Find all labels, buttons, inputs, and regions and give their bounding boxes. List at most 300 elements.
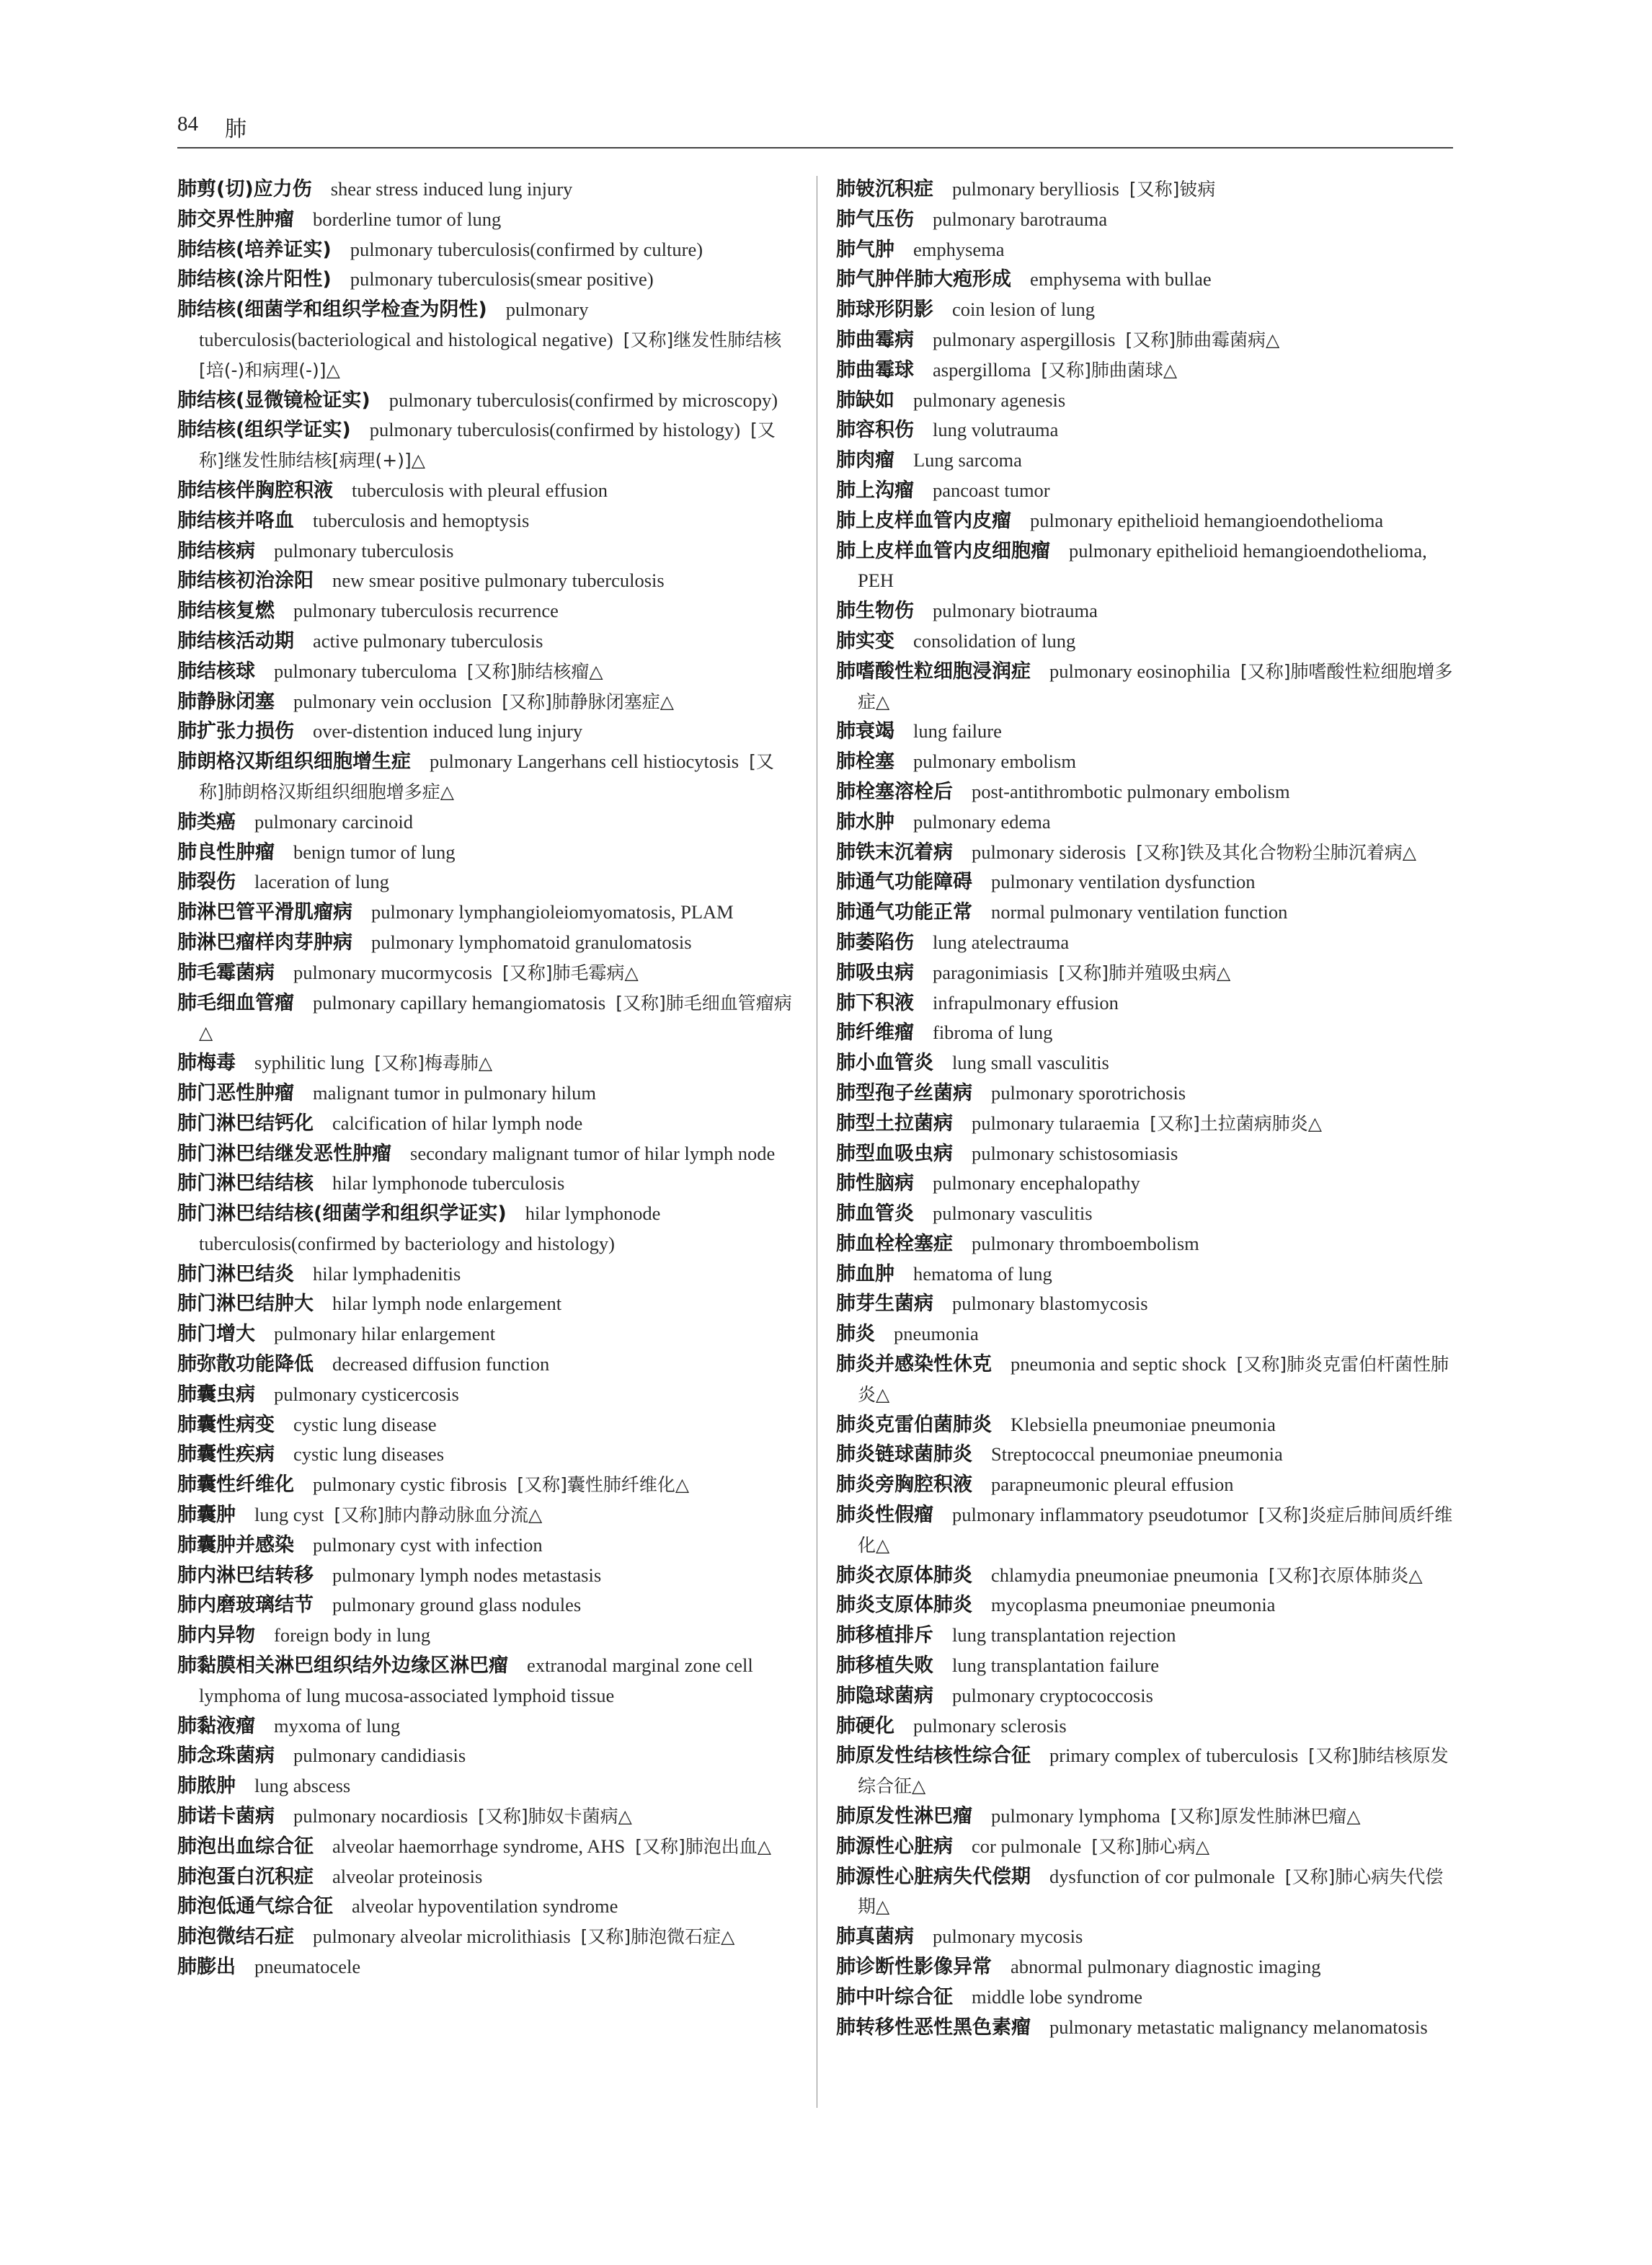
- glossary-entry: [177, 838, 797, 868]
- term-english: pulmonary blastomycosis: [952, 1293, 1148, 1315]
- glossary-entry: [177, 536, 797, 567]
- term-chinese: 肺结核活动期: [177, 629, 294, 652]
- glossary-entry: [836, 1832, 1455, 1862]
- glossary-entry: [177, 174, 797, 205]
- term-english: lung volutrauma: [933, 419, 1059, 441]
- glossary-entry: [177, 657, 797, 687]
- glossary-entry: [836, 325, 1455, 355]
- term-alias: [又称]肺并殖吸虫病△: [1058, 962, 1231, 983]
- term-chinese: 肺扩张力损伤: [177, 720, 294, 743]
- term-alias: [又称]梅毒肺△: [374, 1052, 493, 1074]
- term-chinese: 肺门恶性肿瘤: [177, 1081, 294, 1104]
- term-english: pneumatocele: [254, 1956, 361, 1978]
- term-english: pulmonary nocardiosis: [293, 1805, 468, 1827]
- term-english: alveolar haemorrhage syndrome, AHS: [332, 1835, 626, 1857]
- term-alias: [又称]肺结核瘤△: [466, 660, 603, 682]
- term-chinese: 肺炎: [836, 1323, 875, 1346]
- term-english: pulmonary tularaemia: [972, 1112, 1140, 1134]
- glossary-entry: [836, 265, 1455, 295]
- term-english: syphilitic lung: [254, 1052, 365, 1074]
- term-chinese: 肺结核(涂片阳性): [177, 268, 332, 291]
- glossary-entry: [177, 928, 797, 958]
- term-english: borderline tumor of lung: [313, 208, 502, 230]
- term-english: alveolar hypoventilation syndrome: [352, 1895, 618, 1918]
- term-chinese: 肺囊性疾病: [177, 1443, 275, 1466]
- term-english: pulmonary tuberculosis(confirmed by microscopy): [388, 389, 778, 411]
- section-title: 肺: [225, 117, 247, 142]
- term-chinese: 肺囊性纤维化: [177, 1473, 294, 1497]
- glossary-entry: [836, 1078, 1455, 1109]
- glossary-entry: [177, 867, 797, 897]
- term-alias: [又称]肺泡出血△: [635, 1835, 771, 1857]
- glossary-entry: [836, 1289, 1455, 1319]
- term-alias: [又称]继发性肺结核[培(-)和病理(-)]△: [199, 329, 782, 381]
- glossary-entry: [836, 958, 1455, 988]
- term-chinese: 肺吸虫病: [836, 961, 914, 984]
- term-chinese: 肺缺如: [836, 389, 894, 412]
- glossary-entry: [836, 1470, 1455, 1500]
- glossary-entry: [177, 205, 797, 235]
- term-english: pulmonary metastatic malignancy melanomatosis: [1049, 2016, 1428, 2038]
- term-english: pulmonary epithelioid hemangioendothelioma: [1030, 509, 1384, 531]
- term-chinese: 肺结核病: [177, 539, 255, 562]
- term-chinese: 肺囊虫病: [177, 1383, 255, 1406]
- glossary-entry: [836, 897, 1455, 928]
- term-english: pulmonary edema: [913, 810, 1051, 833]
- term-alias: [又称]肺静脉闭塞症△: [502, 691, 674, 712]
- term-english: pulmonary inflammatory pseudotumor: [952, 1504, 1248, 1526]
- glossary-entry: [836, 1139, 1455, 1169]
- term-chinese: 肺气肿: [836, 238, 894, 261]
- glossary-entry: [177, 1169, 797, 1199]
- term-english: emphysema with bullae: [1030, 268, 1212, 291]
- term-chinese: 肺泡低通气综合征: [177, 1895, 333, 1918]
- term-chinese: 肺血栓栓塞症: [836, 1232, 953, 1255]
- term-english: new smear positive pulmonary tuberculosis: [332, 569, 665, 592]
- glossary-entry: [177, 687, 797, 717]
- term-chinese: 肺容积伤: [836, 419, 914, 442]
- glossary-entry: [836, 1922, 1455, 1952]
- term-english: Lung sarcoma: [913, 449, 1022, 471]
- term-english: tuberculosis with pleural effusion: [352, 479, 608, 501]
- term-chinese: 肺萎陷伤: [836, 931, 914, 954]
- term-chinese: 肺气肿伴肺大疱形成: [836, 268, 1011, 291]
- term-english: extranodal marginal zone cell lymphoma of lung mucosa-associated lymphoid tissue: [199, 1654, 753, 1706]
- term-chinese: 肺炎并感染性休克: [836, 1353, 992, 1376]
- term-english: pulmonary agenesis: [913, 389, 1066, 411]
- glossary-entry: [836, 1229, 1455, 1259]
- glossary-entry: [177, 1801, 797, 1832]
- term-english: pulmonary vasculitis: [933, 1202, 1093, 1225]
- term-english: pulmonary mucormycosis: [293, 961, 492, 983]
- glossary-entry: [177, 1410, 797, 1440]
- term-chinese: 肺纤维瘤: [836, 1021, 914, 1045]
- glossary-entry: [177, 1440, 797, 1470]
- glossary-entry: [836, 838, 1455, 868]
- glossary-entry: [836, 1410, 1455, 1440]
- term-chinese: 肺囊肿: [177, 1504, 236, 1527]
- glossary-entry: [836, 777, 1455, 807]
- glossary-entry: [177, 1109, 797, 1139]
- glossary-entry: [177, 1289, 797, 1319]
- glossary-entry: [177, 1862, 797, 1892]
- term-chinese: 肺良性肿瘤: [177, 841, 275, 864]
- glossary-entry: [836, 174, 1455, 205]
- term-alias: [又称]肺心病△: [1091, 1835, 1210, 1857]
- glossary-entry: [836, 657, 1455, 717]
- term-chinese: 肺结核(细菌学和组织学检查为阴性): [177, 298, 487, 322]
- glossary-entry: [177, 897, 797, 928]
- term-english: benign tumor of lung: [293, 841, 456, 863]
- term-english: pulmonary cryptococcosis: [952, 1684, 1153, 1706]
- term-chinese: 肺结核(组织学证实): [177, 419, 351, 442]
- term-alias: [又称]肺心病失代偿期△: [858, 1866, 1444, 1918]
- term-english: pulmonary tuberculoma: [274, 660, 457, 682]
- term-english: paragonimiasis: [933, 961, 1049, 983]
- term-chinese: 肺念珠菌病: [177, 1745, 275, 1768]
- term-chinese: 肺上沟瘤: [836, 479, 914, 502]
- term-chinese: 肺交界性肿瘤: [177, 208, 294, 231]
- glossary-entry: [836, 1982, 1455, 2013]
- left-column: [177, 174, 797, 1982]
- glossary-entry: [177, 1530, 797, 1561]
- glossary-entry: [836, 596, 1455, 626]
- term-english: consolidation of lung: [913, 629, 1076, 652]
- term-english: pulmonary thromboembolism: [972, 1232, 1199, 1254]
- glossary-entry: [177, 476, 797, 506]
- term-chinese: 肺结核初治涂阳: [177, 569, 314, 593]
- term-english: lung failure: [913, 720, 1002, 743]
- term-english: pulmonary vein occlusion: [293, 690, 492, 712]
- term-chinese: 肺曲霉球: [836, 358, 914, 381]
- term-chinese: 肺铍沉积症: [836, 178, 933, 200]
- term-english: pulmonary eosinophilia: [1049, 660, 1230, 682]
- term-english: pulmonary tuberculosis(bacteriological and histological negative): [199, 298, 613, 350]
- term-chinese: 肺源性心脏病失代偿期: [836, 1865, 1031, 1888]
- term-english: emphysema: [913, 238, 1005, 260]
- term-alias: [又称]肺朗格汉斯组织细胞增多症△: [199, 751, 774, 802]
- glossary-entry: [836, 1048, 1455, 1078]
- term-alias: [又称]肺结核原发综合征△: [858, 1745, 1449, 1797]
- term-chinese: 肺型血吸虫病: [836, 1142, 953, 1165]
- term-english: pulmonary epithelioid hemangioendothelioma, PEH: [858, 539, 1427, 592]
- term-chinese: 肺炎克雷伯菌肺炎: [836, 1413, 992, 1436]
- glossary-entry: [177, 1380, 797, 1410]
- term-chinese: 肺原发性淋巴瘤: [836, 1805, 972, 1828]
- glossary-entry: [177, 566, 797, 596]
- glossary-entry: [836, 1109, 1455, 1139]
- term-english: calcification of hilar lymph node: [332, 1112, 583, 1134]
- term-chinese: 肺毛细血管瘤: [177, 991, 294, 1014]
- term-chinese: 肺铁末沉着病: [836, 841, 953, 864]
- term-chinese: 肺性脑病: [836, 1172, 914, 1195]
- term-alias: [又称]土拉菌病肺炎△: [1150, 1112, 1322, 1134]
- term-chinese: 肺结核复燃: [177, 600, 275, 623]
- term-chinese: 肺膨出: [177, 1956, 236, 1979]
- glossary-entry: [836, 1319, 1455, 1349]
- glossary-entry: [836, 1621, 1455, 1651]
- term-alias: [又称]铁及其化合物粉尘肺沉着病△: [1136, 841, 1416, 863]
- term-english: pulmonary aspergillosis: [933, 328, 1116, 350]
- term-english: alveolar proteinosis: [332, 1865, 483, 1887]
- term-chinese: 肺隐球菌病: [836, 1684, 933, 1707]
- glossary-entry: [836, 295, 1455, 325]
- glossary-entry: [177, 1349, 797, 1380]
- glossary-entry: [177, 1892, 797, 1922]
- glossary-entry: [177, 1621, 797, 1651]
- term-english: cystic lung disease: [293, 1413, 437, 1435]
- term-chinese: 肺梅毒: [177, 1052, 236, 1075]
- glossary-entry: [836, 928, 1455, 958]
- term-english: pancoast tumor: [933, 479, 1050, 501]
- glossary-entry: [836, 717, 1455, 747]
- term-english: hilar lymphonode tuberculosis(confirmed by bacteriology and histology): [199, 1202, 661, 1254]
- term-chinese: 肺毛霉菌病: [177, 961, 275, 984]
- term-chinese: 肺弥散功能降低: [177, 1353, 314, 1376]
- term-chinese: 肺型土拉菌病: [836, 1112, 953, 1135]
- glossary-entry: [836, 1801, 1455, 1832]
- term-alias: [又称]肺炎克雷伯杆菌性肺炎△: [858, 1354, 1449, 1405]
- term-chinese: 肺水肿: [836, 810, 894, 833]
- term-english: over-distention induced lung injury: [313, 720, 583, 743]
- glossary-entry: [836, 1590, 1455, 1621]
- term-chinese: 肺门淋巴结钙化: [177, 1112, 314, 1135]
- term-chinese: 肺上皮样血管内皮细胞瘤: [836, 539, 1050, 562]
- glossary-entry: [177, 1741, 797, 1771]
- term-chinese: 肺囊性病变: [177, 1413, 275, 1436]
- glossary-entry: [836, 415, 1455, 446]
- term-alias: [又称]肺嗜酸性粒细胞增多症△: [858, 660, 1453, 712]
- term-alias: [又称]继发性肺结核[病理(+)]△: [199, 420, 776, 471]
- term-alias: [又称]衣原体肺炎△: [1268, 1564, 1423, 1586]
- term-english: pneumonia: [894, 1323, 979, 1345]
- term-chinese: 肺衰竭: [836, 720, 894, 743]
- term-english: pulmonary cysticercosis: [274, 1383, 459, 1405]
- glossary-entry: [177, 1199, 797, 1259]
- term-english: pulmonary tuberculosis(smear positive): [350, 268, 654, 291]
- glossary-entry: [177, 626, 797, 657]
- term-chinese: 肺朗格汉斯组织细胞增生症: [177, 750, 411, 774]
- term-english: lung cyst: [254, 1504, 324, 1526]
- glossary-entry: [177, 1711, 797, 1742]
- term-english: dysfunction of cor pulmonale: [1049, 1865, 1275, 1887]
- term-chinese: 肺下积液: [836, 991, 914, 1014]
- term-english: myxoma of lung: [274, 1714, 401, 1737]
- term-english: infrapulmonary effusion: [933, 991, 1119, 1014]
- term-english: abnormal pulmonary diagnostic imaging: [1011, 1956, 1321, 1978]
- term-chinese: 肺门淋巴结肿大: [177, 1293, 314, 1316]
- term-english: pulmonary tuberculosis(confirmed by histology): [369, 419, 741, 441]
- glossary-entry: [177, 235, 797, 265]
- term-chinese: 肺中叶综合征: [836, 1985, 953, 2008]
- term-english: aspergilloma: [933, 358, 1031, 381]
- term-chinese: 肺剪(切)应力伤: [177, 178, 312, 200]
- term-english: primary complex of tuberculosis: [1049, 1745, 1299, 1767]
- term-english: mycoplasma pneumoniae pneumonia: [991, 1594, 1276, 1616]
- term-alias: [又称]肺奴卡菌病△: [478, 1806, 632, 1827]
- term-alias: [又称]肺曲霉菌病△: [1125, 329, 1280, 350]
- term-english: pulmonary schistosomiasis: [972, 1142, 1178, 1164]
- term-english: Klebsiella pneumoniae pneumonia: [1011, 1413, 1276, 1435]
- term-chinese: 肺肉瘤: [836, 449, 894, 472]
- term-english: hilar lymphadenitis: [313, 1262, 461, 1285]
- glossary-entry: [177, 1139, 797, 1169]
- term-alias: [又称]炎症后肺间质纤维化△: [858, 1504, 1453, 1556]
- term-alias: [又称]肺毛霉病△: [502, 962, 639, 983]
- term-english: middle lobe syndrome: [972, 1985, 1142, 2008]
- term-english: tuberculosis and hemoptysis: [313, 509, 530, 531]
- term-english: pulmonary lymphoma: [991, 1805, 1160, 1827]
- term-alias: [又称]铍病: [1129, 179, 1216, 200]
- term-chinese: 肺黏膜相关淋巴组织结外边缘区淋巴瘤: [177, 1654, 508, 1677]
- term-english: hilar lymphonode tuberculosis: [332, 1172, 565, 1194]
- term-alias: [又称]原发性肺淋巴瘤△: [1170, 1806, 1361, 1827]
- glossary-entry: [177, 1922, 797, 1952]
- term-chinese: 肺通气功能正常: [836, 901, 972, 924]
- term-chinese: 肺脓肿: [177, 1775, 236, 1798]
- glossary-entry: [177, 1470, 797, 1500]
- term-english: pulmonary Langerhans cell histiocytosis: [430, 750, 740, 773]
- term-chinese: 肺泡微结石症: [177, 1925, 294, 1949]
- glossary-entry: [836, 386, 1455, 416]
- term-english: pulmonary embolism: [913, 750, 1076, 773]
- glossary-entry: [177, 1952, 797, 1982]
- term-chinese: 肺真菌病: [836, 1925, 914, 1949]
- term-chinese: 肺栓塞溶栓后: [836, 780, 953, 803]
- glossary-entry: [177, 1832, 797, 1862]
- glossary-entry: [177, 265, 797, 295]
- glossary-entry: [836, 1018, 1455, 1048]
- term-chinese: 肺嗜酸性粒细胞浸润症: [836, 660, 1031, 683]
- term-english: pulmonary ventilation dysfunction: [991, 871, 1256, 893]
- glossary-entry: [177, 1651, 797, 1711]
- term-english: shear stress induced lung injury: [330, 178, 573, 200]
- term-english: secondary malignant tumor of hilar lymph node: [410, 1142, 776, 1164]
- term-chinese: 肺门淋巴结继发恶性肿瘤: [177, 1142, 391, 1165]
- term-english: pulmonary berylliosis: [952, 178, 1119, 200]
- term-chinese: 肺小血管炎: [836, 1052, 933, 1075]
- term-alias: [又称]肺毛细血管瘤病△: [199, 992, 792, 1044]
- glossary-entry: [177, 1590, 797, 1621]
- term-chinese: 肺曲霉病: [836, 328, 914, 351]
- term-english: lung small vasculitis: [952, 1052, 1109, 1074]
- glossary-entry: [177, 1500, 797, 1530]
- glossary-entry: [836, 747, 1455, 777]
- glossary-entry: [177, 596, 797, 626]
- term-english: pulmonary tuberculosis recurrence: [293, 600, 559, 622]
- term-chinese: 肺内异物: [177, 1624, 255, 1647]
- term-english: pulmonary cystic fibrosis: [313, 1473, 507, 1496]
- term-english: pulmonary lymph nodes metastasis: [332, 1564, 602, 1586]
- term-english: fibroma of lung: [933, 1021, 1053, 1044]
- glossary-entry: [836, 2013, 1455, 2043]
- term-english: decreased diffusion function: [332, 1353, 550, 1375]
- term-english: pulmonary sclerosis: [913, 1714, 1067, 1737]
- term-english: lung atelectrauma: [933, 931, 1070, 953]
- glossary-entry: [836, 1561, 1455, 1591]
- glossary-entry: [836, 205, 1455, 235]
- term-chinese: 肺型孢子丝菌病: [836, 1081, 972, 1104]
- term-chinese: 肺移植失败: [836, 1654, 933, 1677]
- term-english: pulmonary mycosis: [933, 1925, 1083, 1948]
- term-english: lung transplantation failure: [952, 1654, 1159, 1677]
- term-chinese: 肺炎旁胸腔积液: [836, 1473, 972, 1497]
- term-chinese: 肺通气功能障碍: [836, 871, 972, 894]
- term-english: pulmonary sporotrichosis: [991, 1081, 1186, 1104]
- glossary-entry: [836, 536, 1455, 597]
- term-chinese: 肺门淋巴结结核(细菌学和组织学证实): [177, 1202, 507, 1225]
- term-chinese: 肺原发性结核性综合征: [836, 1745, 1031, 1768]
- term-english: lung abscess: [254, 1775, 351, 1797]
- term-chinese: 肺移植排斥: [836, 1624, 933, 1647]
- term-chinese: 肺静脉闭塞: [177, 690, 275, 713]
- glossary-entry: [836, 1259, 1455, 1290]
- glossary-entry: [177, 386, 797, 416]
- glossary-entry: [177, 1561, 797, 1591]
- glossary-entry: [836, 476, 1455, 506]
- term-chinese: 肺栓塞: [836, 750, 894, 774]
- term-english: pulmonary tuberculosis: [274, 539, 454, 562]
- term-english: active pulmonary tuberculosis: [313, 629, 543, 652]
- term-english: chlamydia pneumoniae pneumonia: [991, 1564, 1258, 1586]
- glossary-entry: [836, 807, 1455, 838]
- term-chinese: 肺裂伤: [177, 871, 236, 894]
- term-chinese: 肺门淋巴结结核: [177, 1172, 314, 1195]
- term-english: pulmonary tuberculosis(confirmed by culture): [350, 238, 703, 260]
- term-english: coin lesion of lung: [952, 298, 1095, 321]
- glossary-entry: [177, 1259, 797, 1290]
- term-english: pulmonary alveolar microlithiasis: [313, 1925, 571, 1948]
- term-chinese: 肺内磨玻璃结节: [177, 1594, 314, 1617]
- term-chinese: 肺诊断性影像异常: [836, 1956, 992, 1979]
- glossary-entry: [836, 1952, 1455, 1982]
- term-chinese: 肺炎链球菌肺炎: [836, 1443, 972, 1466]
- term-english: pulmonary biotrauma: [933, 600, 1098, 622]
- glossary-entry: [836, 1440, 1455, 1470]
- glossary-entry: [836, 867, 1455, 897]
- term-chinese: 肺结核并咯血: [177, 509, 294, 532]
- glossary-entry: [836, 626, 1455, 657]
- term-chinese: 肺结核伴胸腔积液: [177, 479, 333, 502]
- page-header: [177, 108, 1453, 149]
- term-chinese: 肺诺卡菌病: [177, 1805, 275, 1828]
- glossary-entry: [177, 1078, 797, 1109]
- term-chinese: 肺淋巴管平滑肌瘤病: [177, 901, 352, 924]
- term-english: malignant tumor in pulmonary hilum: [313, 1081, 597, 1104]
- term-chinese: 肺结核(培养证实): [177, 238, 332, 261]
- term-chinese: 肺内淋巴结转移: [177, 1564, 314, 1587]
- term-english: normal pulmonary ventilation function: [991, 901, 1288, 923]
- term-chinese: 肺门增大: [177, 1323, 255, 1346]
- term-english: Streptococcal pneumoniae pneumonia: [991, 1443, 1283, 1466]
- glossary-entry: [177, 295, 797, 385]
- glossary-entry: [177, 506, 797, 536]
- term-english: pulmonary barotrauma: [933, 208, 1108, 230]
- glossary-entry: [177, 747, 797, 807]
- term-chinese: 肺类癌: [177, 810, 236, 833]
- term-chinese: 肺球形阴影: [836, 298, 933, 322]
- term-chinese: 肺泡蛋白沉积症: [177, 1865, 314, 1888]
- term-english: foreign body in lung: [274, 1624, 431, 1646]
- term-english: cystic lung diseases: [293, 1443, 445, 1466]
- term-english: pulmonary candidiasis: [293, 1745, 466, 1767]
- term-english: hematoma of lung: [913, 1262, 1052, 1285]
- glossary-entry: [836, 235, 1455, 265]
- term-alias: [又称]肺内静动脉血分流△: [334, 1504, 543, 1526]
- term-english: pulmonary lymphomatoid granulomatosis: [371, 931, 692, 953]
- term-chinese: 肺淋巴瘤样肉芽肿病: [177, 931, 352, 954]
- term-chinese: 肺生物伤: [836, 600, 914, 623]
